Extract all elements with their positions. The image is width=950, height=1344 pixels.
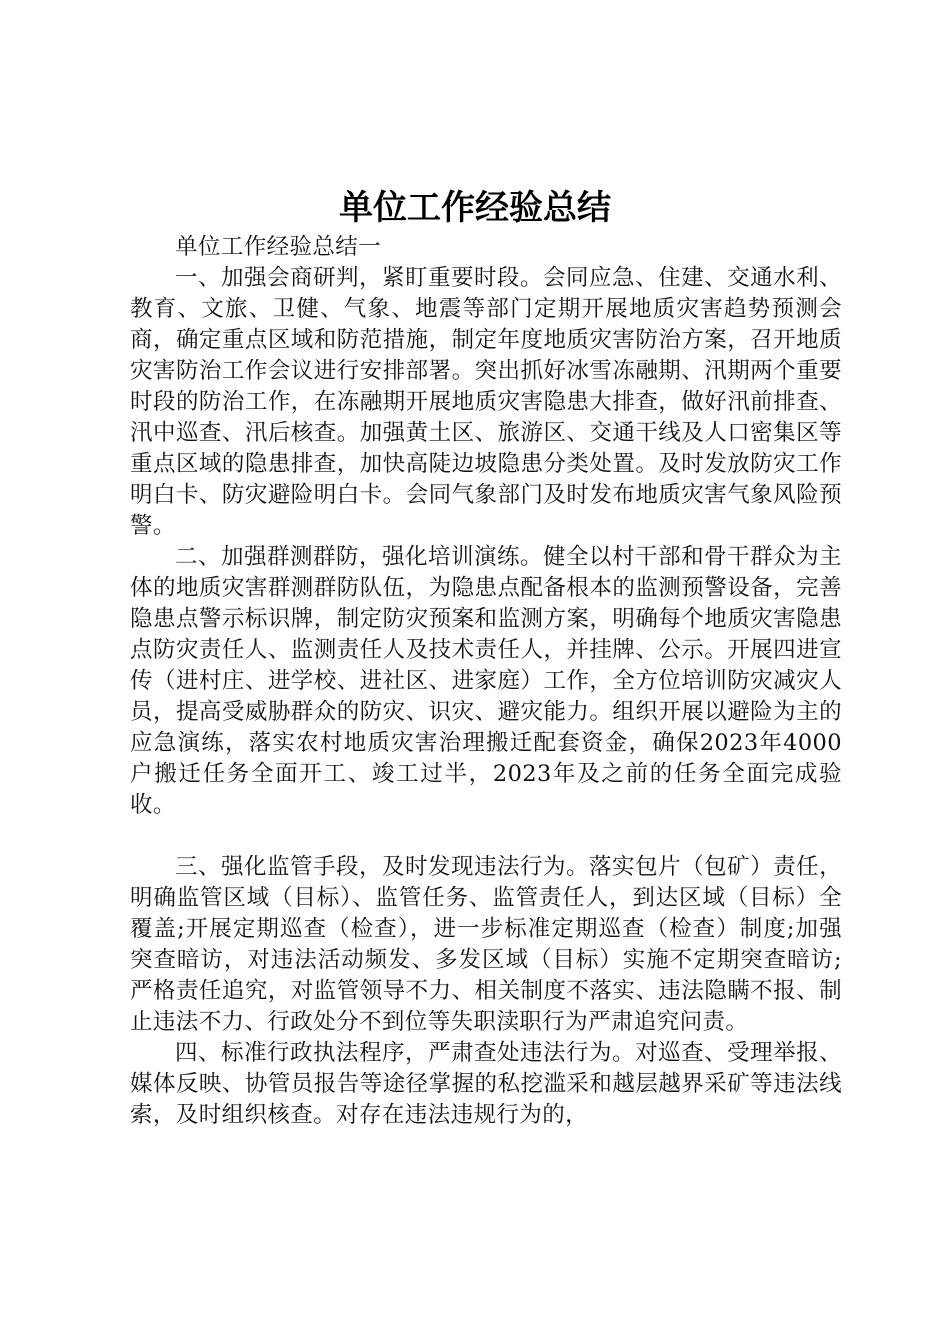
- paragraph-section-2: 二、加强群测群防，强化培训演练。健全以村干部和骨干群众为主体的地质灾害群测群防队伍，为隐患点配备根本的监测预警设备，完善隐患点警示标识牌，制定防灾预案和监测方案，明确每个地质灾害隐患点防灾责任人、监测责任人及技术责任人，并挂牌、公示。开展四进宣传（进村庄、进学校、进社区、进家庭）工作，全方位培训防灾减灾人员，提高受威胁群众的防灾、识灾、避灾能力。组织开展以避险为主的应急演练，落实农村地质灾害治理搬迁配套资金，确保2023年4000户搬迁任务全面开工、竣工过半，2023年及之前的任务全面完成验收。: [130, 544, 842, 818]
- paragraph-subtitle: 单位工作经验总结一: [175, 234, 382, 260]
- paragraph-section-4: 四、标准行政执法程序，严肃查处违法行为。对巡查、受理举报、媒体反映、协管员报告等途径掌握的私挖滥采和越层越界采矿等违法线索，及时组织核查。对存在违法违规行为的，: [130, 1040, 842, 1128]
- document-body: [130, 232, 842, 1131]
- paragraph-section-1: 一、加强会商研判，紧盯重要时段。会同应急、住建、交通水利、教育、文旅、卫健、气象、地震等部门定期开展地质灾害趋势预测会商，确定重点区域和防范措施，制定年度地质灾害防治方案，召开地质灾害防治工作会议进行安排部署。突出抓好冰雪冻融期、汛期两个重要时段的防治工作，在冻融期开展地质灾害隐患大排查，做好汛前排查、汛中巡查、汛后核查。加强黄土区、旅游区、交通干线及人口密集区等重点区域的隐患排查，加快高陡边坡隐患分类处置。及时发放防灾工作明白卡、防灾避险明白卡。会同气象部门及时发布地质灾害气象风险预警。: [130, 265, 842, 539]
- paragraph-section-3: 三、强化监管手段，及时发现违法行为。落实包片（包矿）责任，明确监管区域（目标）、监管任务、监管责任人，到达区域（目标）全覆盖;开展定期巡查（检查），进一步标准定期巡查（检查）制度;加强突查暗访，对违法活动频发、多发区域（目标）实施不定期突查暗访;严格责任追究，对监管领导不力、相关制度不落实、违法隐瞒不报、制止违法不力、行政处分不到位等失职渎职行为严肃追究问责。: [130, 854, 842, 1035]
- document-title: 单位工作经验总结: [339, 188, 611, 228]
